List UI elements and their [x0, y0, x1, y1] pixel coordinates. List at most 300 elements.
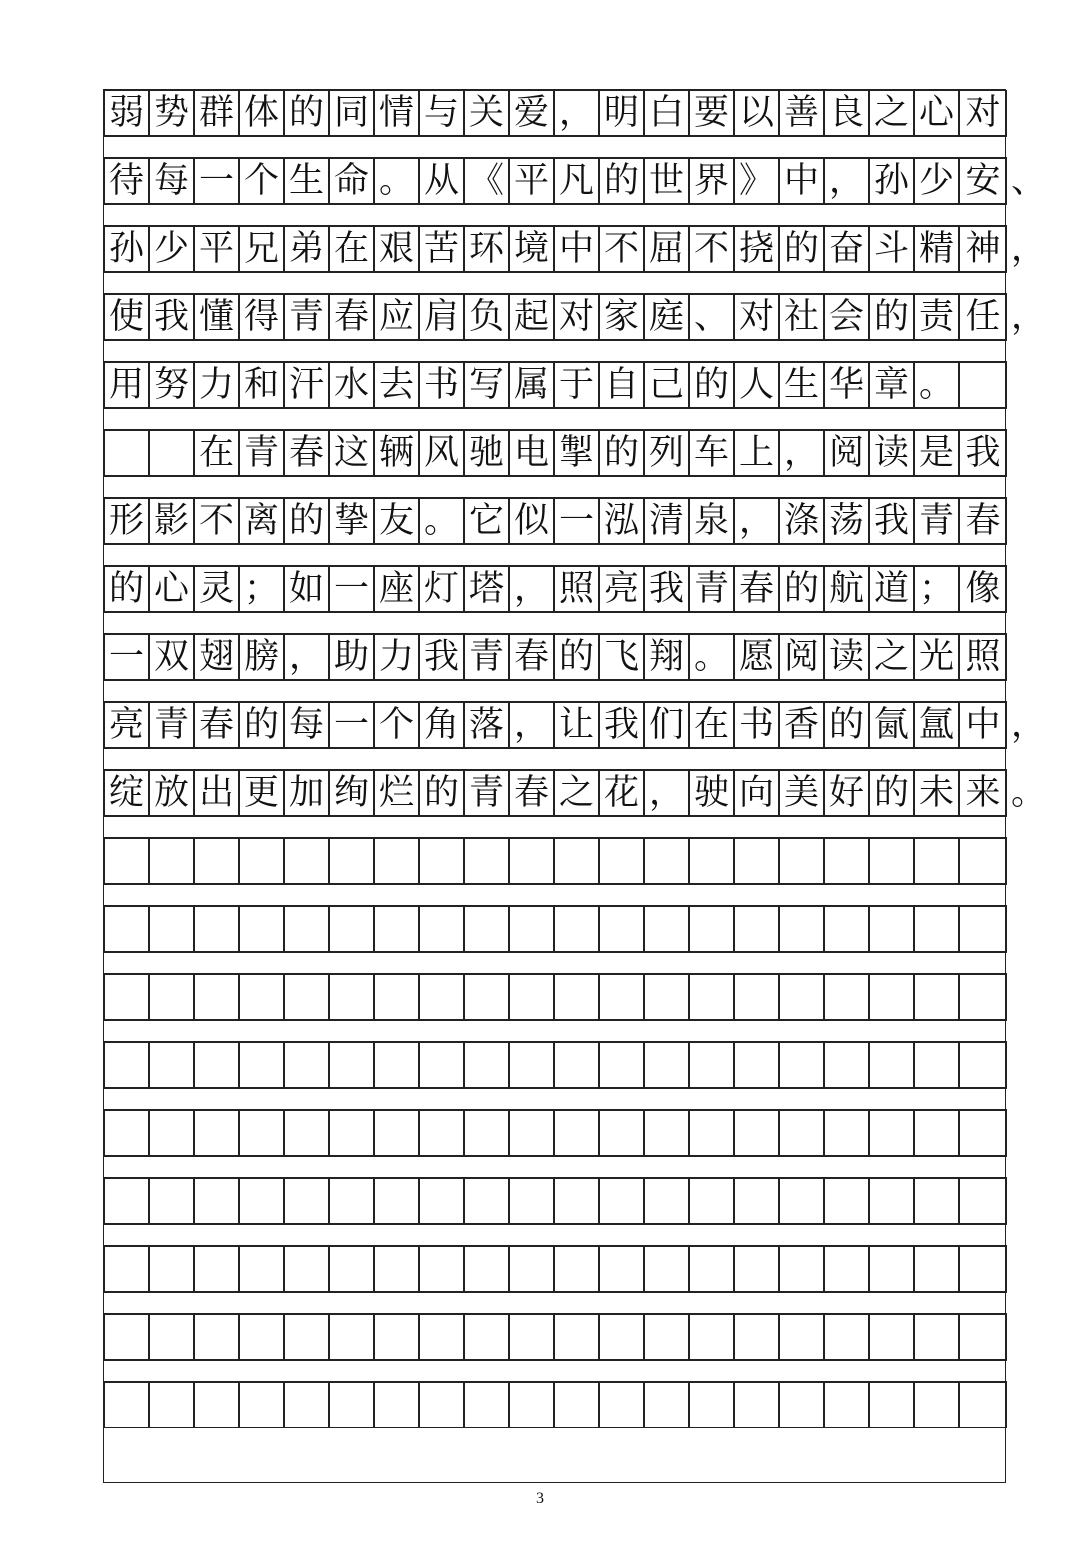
grid-cell: 未: [914, 770, 959, 816]
grid-cell: [644, 1110, 689, 1156]
grid-cell: [869, 838, 914, 884]
grid-cell: [284, 1314, 329, 1360]
grid-cell: 春: [194, 702, 239, 748]
grid-cell: 我: [149, 294, 194, 340]
row-spacer: [104, 340, 1007, 362]
grid-cell: [419, 1382, 464, 1428]
grid-cell: 放: [149, 770, 194, 816]
grid-cell: [329, 974, 374, 1020]
text-row: [104, 634, 1007, 680]
grid-cell: 章: [869, 362, 914, 408]
grid-cell: 自: [599, 362, 644, 408]
grid-cell: 我: [644, 566, 689, 612]
manuscript-grid-sheet: [103, 89, 1047, 1483]
grid-cell: 清: [644, 498, 689, 544]
grid-cell: ，: [509, 702, 554, 748]
grid-cell: [464, 838, 509, 884]
grid-cell: [914, 838, 959, 884]
grid-cell: 烂: [374, 770, 419, 816]
grid-cell: 的: [779, 226, 824, 272]
grid-cell: [644, 1314, 689, 1360]
grid-cell: [194, 1314, 239, 1360]
grid-cell: 加: [284, 770, 329, 816]
grid-cell: [329, 1382, 374, 1428]
grid-cell: [419, 1246, 464, 1292]
grid-cell: [149, 1246, 194, 1292]
grid-cell: [779, 1382, 824, 1428]
grid-cell: [104, 1110, 149, 1156]
grid-cell: [779, 838, 824, 884]
text-row: [104, 702, 1007, 748]
grid-cell: 我: [959, 430, 1007, 476]
grid-cell: [374, 1042, 419, 1088]
grid-cell: 灵: [194, 566, 239, 612]
grid-cell: [554, 1382, 599, 1428]
grid-cell: 春: [284, 430, 329, 476]
grid-cell: 的: [869, 770, 914, 816]
overflow-punctuation: ，: [1011, 297, 1047, 337]
grid-cell: 心: [914, 90, 959, 136]
grid-cell: [464, 1246, 509, 1292]
grid-cell: 屈: [644, 226, 689, 272]
grid-cell: 写: [464, 362, 509, 408]
grid-cell: 春: [509, 634, 554, 680]
grid-cell: 塔: [464, 566, 509, 612]
grid-cell: 安: [959, 158, 1007, 204]
grid-cell: [734, 974, 779, 1020]
grid-cell: [959, 1246, 1007, 1292]
grid-cell: 平: [509, 158, 554, 204]
grid-cell: 每: [149, 158, 194, 204]
grid-cell: 出: [194, 770, 239, 816]
grid-cell: 孙: [104, 226, 149, 272]
grid-cell: 更: [239, 770, 284, 816]
grid-cell: [599, 1246, 644, 1292]
overflow-punctuation: 。: [1011, 773, 1047, 813]
grid-cell: [464, 906, 509, 952]
grid-cell: 不: [599, 226, 644, 272]
grid-cell: 》: [734, 158, 779, 204]
grid-cell: 的: [104, 566, 149, 612]
grid-cell: 的: [599, 430, 644, 476]
text-row: [104, 566, 1007, 612]
grid-cell: [149, 430, 194, 476]
grid-cell: [374, 906, 419, 952]
grid-cell: 青: [689, 566, 734, 612]
grid-cell: 灯: [419, 566, 464, 612]
grid-cell: 氤: [869, 702, 914, 748]
grid-cell: 得: [239, 294, 284, 340]
grid-cell: 我: [599, 702, 644, 748]
grid-cell: [689, 1246, 734, 1292]
grid-cell: 生: [284, 158, 329, 204]
grid-cell: 的: [554, 634, 599, 680]
grid-cell: 与: [419, 90, 464, 136]
grid-cell: [239, 906, 284, 952]
grid-cell: [644, 1382, 689, 1428]
grid-cell: [329, 1042, 374, 1088]
grid-cell: [599, 838, 644, 884]
grid-cell: [689, 1382, 734, 1428]
grid-cell: [824, 838, 869, 884]
grid-cell: [284, 906, 329, 952]
grid-cell: [194, 1382, 239, 1428]
grid-cell: [284, 1042, 329, 1088]
grid-cell: [239, 1382, 284, 1428]
row-spacer: [104, 1156, 1007, 1178]
grid-cell: [959, 906, 1007, 952]
grid-cell: 神: [959, 226, 1007, 272]
grid-cell: 青: [284, 294, 329, 340]
grid-cell: [509, 906, 554, 952]
grid-cell: 氲: [914, 702, 959, 748]
text-row: [104, 498, 1007, 544]
grid-cell: [149, 906, 194, 952]
grid-cell: 一: [329, 702, 374, 748]
blank-row: [104, 906, 1007, 952]
grid-cell: 凡: [554, 158, 599, 204]
grid-cell: 同: [329, 90, 374, 136]
grid-cell: [689, 1178, 734, 1224]
row-spacer: [104, 136, 1007, 158]
text-row: [104, 226, 1007, 272]
grid-cell: [959, 1110, 1007, 1156]
grid-cell: [599, 1314, 644, 1360]
grid-cell: [824, 1110, 869, 1156]
grid-cell: [779, 1178, 824, 1224]
grid-cell: 的: [599, 158, 644, 204]
grid-cell: [149, 1042, 194, 1088]
grid-cell: [374, 838, 419, 884]
grid-cell: 青: [149, 702, 194, 748]
grid-cell: 翅: [194, 634, 239, 680]
grid-cell: [509, 1314, 554, 1360]
row-spacer: [104, 884, 1007, 906]
grid-cell: 社: [779, 294, 824, 340]
grid-cell: 的: [239, 702, 284, 748]
text-row: [104, 294, 1007, 340]
grid-cell: 对: [734, 294, 779, 340]
grid-cell: [194, 1178, 239, 1224]
grid-cell: [374, 1110, 419, 1156]
row-spacer: [104, 204, 1007, 226]
grid-cell: [284, 1178, 329, 1224]
grid-cell: [644, 1246, 689, 1292]
grid-cell: [329, 1110, 374, 1156]
grid-cell: 个: [239, 158, 284, 204]
grid-cell: 春: [734, 566, 779, 612]
grid-cell: 我: [419, 634, 464, 680]
grid-cell: [509, 974, 554, 1020]
grid-cell: [689, 906, 734, 952]
grid-cell: 驰: [464, 430, 509, 476]
grid-cell: [734, 1110, 779, 1156]
grid-cell: 青: [239, 430, 284, 476]
overflow-punctuation: 、: [1011, 161, 1047, 201]
grid-cell: 。: [419, 498, 464, 544]
grid-cell: 书: [419, 362, 464, 408]
grid-cell: [554, 1178, 599, 1224]
grid-cell: 读: [824, 634, 869, 680]
grid-cell: [329, 906, 374, 952]
grid-cell: [509, 1042, 554, 1088]
grid-cell: 让: [554, 702, 599, 748]
grid-cell: 的: [869, 294, 914, 340]
grid-cell: [959, 974, 1007, 1020]
row-spacer: [104, 272, 1007, 294]
grid-cell: 明: [599, 90, 644, 136]
grid-cell: ，: [554, 90, 599, 136]
grid-cell: [149, 974, 194, 1020]
grid-cell: [554, 838, 599, 884]
blank-row: [104, 838, 1007, 884]
grid-cell: 精: [914, 226, 959, 272]
grid-cell: 中: [779, 158, 824, 204]
text-row: [104, 770, 1007, 816]
grid-cell: [104, 430, 149, 476]
grid-cell: ，: [779, 430, 824, 476]
grid-cell: 从: [419, 158, 464, 204]
grid-cell: [104, 1178, 149, 1224]
grid-cell: 白: [644, 90, 689, 136]
grid-cell: [464, 1314, 509, 1360]
grid-cell: 阅: [824, 430, 869, 476]
grid-cell: [869, 1110, 914, 1156]
grid-cell: 青: [914, 498, 959, 544]
page-number: 3: [536, 1490, 544, 1507]
grid-cell: 努: [149, 362, 194, 408]
grid-cell: 之: [869, 634, 914, 680]
grid-cell: [329, 1178, 374, 1224]
grid-cell: [509, 1246, 554, 1292]
grid-cell: 斗: [869, 226, 914, 272]
grid-cell: [824, 974, 869, 1020]
grid-cell: 群: [194, 90, 239, 136]
grid-cell: 生: [779, 362, 824, 408]
grid-cell: 于: [554, 362, 599, 408]
grid-cell: 是: [914, 430, 959, 476]
grid-cell: ，: [509, 566, 554, 612]
grid-cell: [104, 1314, 149, 1360]
grid-cell: 的: [284, 90, 329, 136]
grid-cell: 角: [419, 702, 464, 748]
grid-cell: 电: [509, 430, 554, 476]
grid-cell: 驶: [689, 770, 734, 816]
grid-cell: 懂: [194, 294, 239, 340]
grid-cell: 泓: [599, 498, 644, 544]
grid-cell: [869, 1382, 914, 1428]
grid-cell: 来: [959, 770, 1007, 816]
grid-cell: [239, 1178, 284, 1224]
grid-cell: 每: [284, 702, 329, 748]
grid-cell: 己: [644, 362, 689, 408]
grid-cell: 艰: [374, 226, 419, 272]
grid-cell: [239, 1110, 284, 1156]
grid-cell: [554, 974, 599, 1020]
grid-cell: [239, 1314, 284, 1360]
grid-cell: 中: [554, 226, 599, 272]
grid-cell: 。: [374, 158, 419, 204]
grid-cell: 青: [464, 770, 509, 816]
grid-cell: 一: [554, 498, 599, 544]
grid-cell: [419, 1042, 464, 1088]
grid-cell: 掣: [554, 430, 599, 476]
grid-cell: 的: [689, 362, 734, 408]
grid-cell: 之: [554, 770, 599, 816]
grid-cell: [959, 362, 1007, 408]
grid-cell: [824, 1042, 869, 1088]
grid-cell: 肩: [419, 294, 464, 340]
grid-cell: 愿: [734, 634, 779, 680]
grid-cell: 苦: [419, 226, 464, 272]
grid-cell: [149, 1314, 194, 1360]
grid-cell: [194, 1110, 239, 1156]
grid-cell: 力: [374, 634, 419, 680]
grid-cell: [689, 838, 734, 884]
grid-cell: 对: [959, 90, 1007, 136]
grid-cell: 好: [824, 770, 869, 816]
grid-cell: 。: [914, 362, 959, 408]
grid-cell: 一: [329, 566, 374, 612]
grid-cell: [734, 1382, 779, 1428]
grid-cell: 这: [329, 430, 374, 476]
grid-cell: [644, 974, 689, 1020]
grid-cell: 如: [284, 566, 329, 612]
grid-cell: 挚: [329, 498, 374, 544]
grid-cell: 弱: [104, 90, 149, 136]
grid-cell: ，: [734, 498, 779, 544]
grid-cell: 力: [194, 362, 239, 408]
blank-row: [104, 1178, 1007, 1224]
grid-cell: 任: [959, 294, 1007, 340]
grid-cell: [374, 1314, 419, 1360]
grid-cell: [959, 1314, 1007, 1360]
grid-cell: 风: [419, 430, 464, 476]
grid-cell: [419, 906, 464, 952]
grid-cell: [149, 1110, 194, 1156]
grid-cell: [509, 838, 554, 884]
grid-cell: 环: [464, 226, 509, 272]
grid-cell: [419, 1178, 464, 1224]
row-spacer: [104, 748, 1007, 770]
grid-cell: [329, 1314, 374, 1360]
grid-cell: 友: [374, 498, 419, 544]
grid-cell: 航: [824, 566, 869, 612]
grid-cell: [329, 1246, 374, 1292]
grid-cell: [914, 1314, 959, 1360]
grid-cell: [824, 1178, 869, 1224]
grid-cell: [104, 906, 149, 952]
grid-cell: 的: [284, 498, 329, 544]
grid-cell: 座: [374, 566, 419, 612]
grid-cell: [149, 1382, 194, 1428]
grid-cell: [914, 1246, 959, 1292]
grid-cell: 人: [734, 362, 779, 408]
grid-cell: [149, 838, 194, 884]
grid-cell: [959, 1042, 1007, 1088]
grid-cell: [284, 974, 329, 1020]
grid-cell: [914, 1110, 959, 1156]
grid-cell: 光: [914, 634, 959, 680]
grid-cell: 似: [509, 498, 554, 544]
grid-cell: 属: [509, 362, 554, 408]
grid-cell: [194, 1246, 239, 1292]
grid-cell: 在: [689, 702, 734, 748]
grid-cell: [779, 1110, 824, 1156]
row-spacer: [104, 612, 1007, 634]
grid-cell: 世: [644, 158, 689, 204]
grid-cell: [599, 1042, 644, 1088]
grid-cell: [419, 1314, 464, 1360]
grid-cell: [104, 1246, 149, 1292]
grid-cell: 待: [104, 158, 149, 204]
grid-cell: 不: [194, 498, 239, 544]
grid-cell: [689, 1314, 734, 1360]
grid-cell: 会: [824, 294, 869, 340]
grid-cell: 青: [464, 634, 509, 680]
grid-cell: [509, 1110, 554, 1156]
grid-cell: 去: [374, 362, 419, 408]
grid-cell: [644, 1178, 689, 1224]
grid-cell: 一: [104, 634, 149, 680]
grid-cell: [689, 1042, 734, 1088]
grid-cell: [194, 906, 239, 952]
grid-cell: [194, 1042, 239, 1088]
grid-cell: [869, 974, 914, 1020]
grid-cell: [779, 974, 824, 1020]
grid-cell: 良: [824, 90, 869, 136]
row-spacer: [104, 1088, 1007, 1110]
blank-row: [104, 1382, 1007, 1428]
row-spacer: [104, 408, 1007, 430]
grid-cell: [464, 1110, 509, 1156]
grid-cell: 少: [914, 158, 959, 204]
blank-row: [104, 1246, 1007, 1292]
grid-cell: 少: [149, 226, 194, 272]
grid-cell: 翔: [644, 634, 689, 680]
row-spacer: [104, 1292, 1007, 1314]
grid-cell: 要: [689, 90, 734, 136]
grid-cell: [464, 974, 509, 1020]
grid-cell: 春: [959, 498, 1007, 544]
grid-cell: [554, 1314, 599, 1360]
grid-cell: 在: [329, 226, 374, 272]
grid-cell: [914, 906, 959, 952]
grid-cell: 个: [374, 702, 419, 748]
grid-cell: 孙: [869, 158, 914, 204]
grid-cell: 和: [239, 362, 284, 408]
grid-cell: 不: [689, 226, 734, 272]
grid-cell: [734, 1042, 779, 1088]
grid-cell: 应: [374, 294, 419, 340]
grid-cell: 阅: [779, 634, 824, 680]
grid-cell: 照: [554, 566, 599, 612]
grid-cell: [959, 1382, 1007, 1428]
grid-cell: [599, 974, 644, 1020]
grid-cell: 美: [779, 770, 824, 816]
grid-cell: [509, 1382, 554, 1428]
grid-cell: [689, 1110, 734, 1156]
grid-cell: 我: [869, 498, 914, 544]
grid-cell: 奋: [824, 226, 869, 272]
grid-cell: 们: [644, 702, 689, 748]
grid-cell: 体: [239, 90, 284, 136]
row-spacer: [104, 1224, 1007, 1246]
grid-cell: [374, 974, 419, 1020]
grid-cell: [104, 1382, 149, 1428]
grid-cell: 香: [779, 702, 824, 748]
grid-cell: [464, 1042, 509, 1088]
